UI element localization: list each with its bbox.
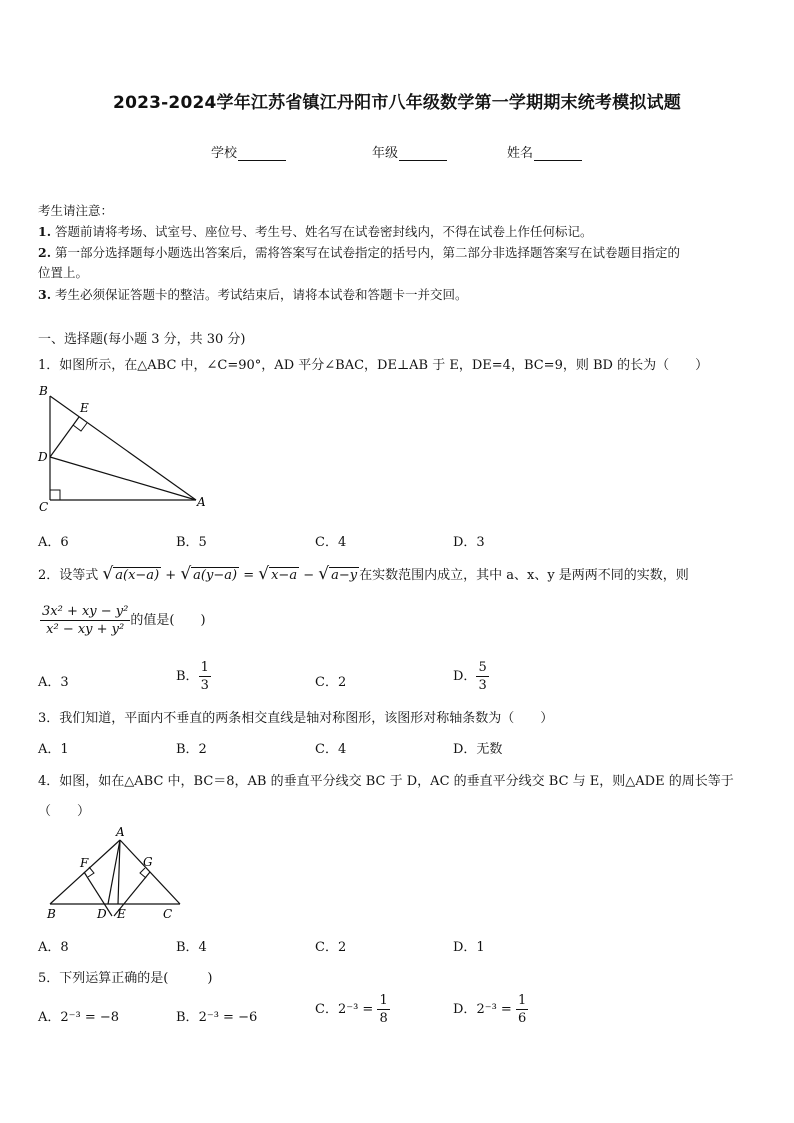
q4-label-b: B <box>47 907 56 921</box>
q3-option-d[interactable]: D．无数 <box>453 742 503 757</box>
q5-option-d[interactable]: D．2⁻³ = $\frac{1}{6}$ <box>453 993 527 1026</box>
q4-text: 4．如图，如在△ABC 中，BC＝8，AB 的垂直平分线交 BC 于 D，AC 的垂直平分线交 BC 与 E，则△ADE 的周长等于 <box>38 774 734 789</box>
q4-label-a: A <box>116 825 125 839</box>
q4-option-b[interactable]: B．4 <box>176 940 207 955</box>
q2-expression: $\frac{\text{3x² + xy − y²}}{\text{x² − xy + y²}}$ 的值是( ) <box>42 604 206 637</box>
q5-option-b[interactable]: B．2⁻³ = −6 <box>176 1010 258 1025</box>
q4-label-d: D <box>97 907 107 921</box>
q1-option-b[interactable]: B．5 <box>176 535 207 550</box>
q4-option-a[interactable]: A．8 <box>38 940 69 955</box>
q1-label-a: A <box>197 495 206 509</box>
notice-item-2-cont: 位置上。 <box>38 265 89 280</box>
q5-option-c[interactable]: C．2⁻³ = $\frac{1}{8}$ <box>315 993 388 1026</box>
q1-option-a[interactable]: A．6 <box>38 535 69 550</box>
q1-label-b: B <box>39 384 48 398</box>
page-title: 2023-2024学年江苏省镇江丹阳市八年级数学第一学期期末统考模拟试题 <box>113 93 681 113</box>
q4-label-e: E <box>117 907 126 921</box>
notice-item-2: 2. 第一部分选择题每小题选出答案后，需将答案写在试卷指定的括号内，第二部分非选择题答案写在试卷题目指定的 <box>38 245 681 260</box>
q1-text: 1．如图所示，在△ABC 中，∠C=90°，AD 平分∠BAC，DE⊥AB 于 E，DE=4，BC=9，则 BD 的长为（ ） <box>38 358 709 373</box>
grade-field[interactable]: 年级 <box>372 142 447 161</box>
q4-option-c[interactable]: C．2 <box>315 940 347 955</box>
q2-text: 2．设等式 √ a(x−a) + √ a(y−a) = √ x−a − √ a−y 在实数范围内成立，其中 a、x、y 是两两不同的实数，则 <box>38 564 689 584</box>
q1-label-d: D <box>38 450 48 464</box>
q4-label-f: F <box>80 856 89 870</box>
q3-option-c[interactable]: C．4 <box>315 742 347 757</box>
section-heading: 一、选择题(每小题 3 分，共 30 分) <box>38 332 246 347</box>
q5-text: 5．下列运算正确的是( ) <box>38 971 213 986</box>
q1-option-c[interactable]: C．4 <box>315 535 347 550</box>
q2-option-c[interactable]: C．2 <box>315 675 347 690</box>
q1-option-d[interactable]: D．3 <box>453 535 485 550</box>
q2-option-b[interactable]: B． $\frac{1}{3}$ <box>176 660 209 693</box>
q1-figure <box>36 382 216 516</box>
notice-item-3: 3. 考生必须保证答题卡的整洁。考试结束后，请将本试卷和答题卡一并交回。 <box>38 287 468 302</box>
notice-heading: 考生请注意： <box>38 203 114 218</box>
q4-label-g: G <box>143 855 153 869</box>
q4-option-d[interactable]: D．1 <box>453 940 485 955</box>
q1-label-c: C <box>39 500 49 514</box>
q3-text: 3．我们知道，平面内不垂直的两条相交直线是轴对称图形，该图形对称轴条数为（ ） <box>38 711 554 726</box>
q4-figure <box>40 822 190 922</box>
notice-item-1: 1. 答题前请将考场、试室号、座位号、考生号、姓名写在试卷密封线内，不得在试卷上作任何标记。 <box>38 224 593 239</box>
school-field[interactable]: 学校 <box>211 142 286 161</box>
q2-option-d[interactable]: D． $\frac{5}{3}$ <box>453 660 487 693</box>
q4-label-c: C <box>163 907 173 921</box>
name-field[interactable]: 姓名 <box>507 142 582 161</box>
q2-option-a[interactable]: A．3 <box>38 675 69 690</box>
q4-text-cont: （ ） <box>38 804 91 819</box>
q3-option-a[interactable]: A．1 <box>38 742 69 757</box>
q1-label-e: E <box>80 401 89 415</box>
q5-option-a[interactable]: A．2⁻³ = −8 <box>38 1010 120 1025</box>
q3-option-b[interactable]: B．2 <box>176 742 207 757</box>
